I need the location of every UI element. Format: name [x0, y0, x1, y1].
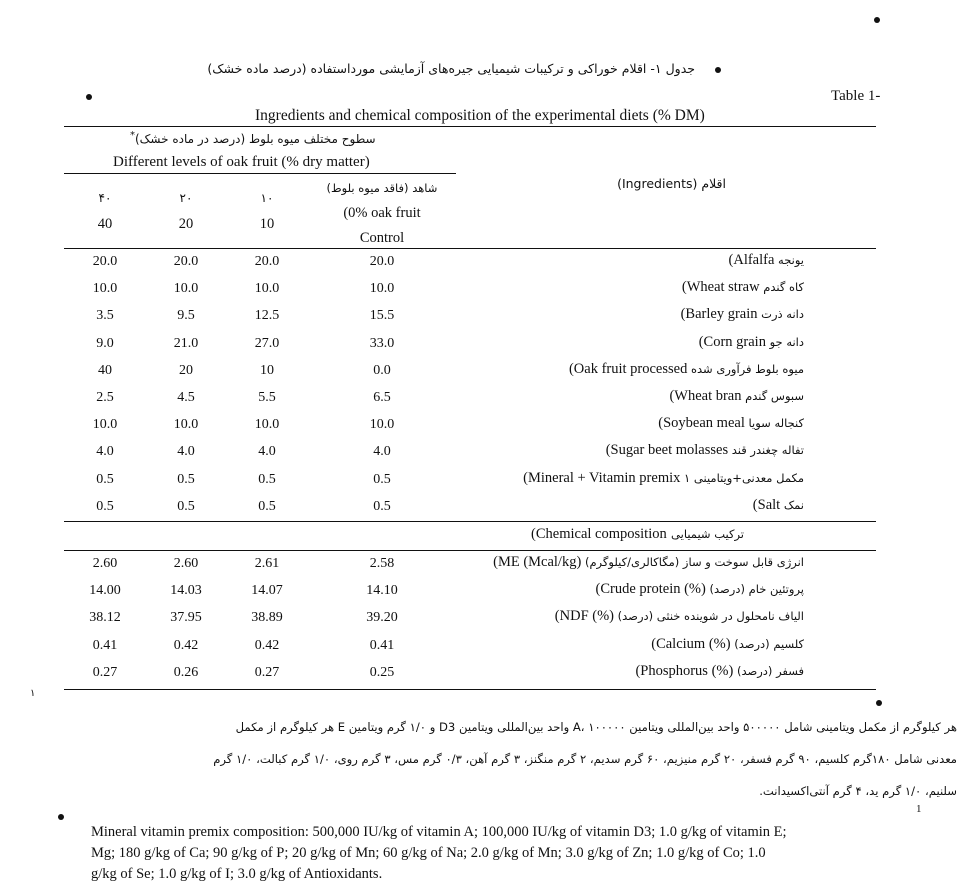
ingredient-row-value: 6.5: [373, 390, 391, 405]
chemical-row-value: 0.27: [254, 664, 280, 680]
chemical-row-label-persian: پروتئین خام (درصد): [705, 582, 804, 597]
control-header-persian: شاهد (فاقد میوه بلوط): [326, 181, 438, 195]
col40-header: 40: [97, 216, 113, 232]
ingredient-row-value: 4.0: [96, 444, 114, 460]
ingredient-row-label: [658, 415, 804, 432]
ingredient-row-value: 9.5: [177, 308, 195, 324]
ingredient-row-value: 0.5: [373, 471, 391, 487]
footnote-persian-line: هر کیلوگرم از مکمل ویتامینی شامل ۵۰۰۰۰۰ واحد بین‌المللی ویتامین A، ۱۰۰۰۰۰ واحد بین‌المللی ویتامین D3 و ۱/۰ گرم ویتامین E هر کیلوگرم از مکمل: [235, 720, 957, 734]
col20-header: 20: [178, 216, 194, 232]
chemical-row-value: 38.89: [251, 610, 283, 626]
english-caption: Ingredients and chemical composition of the experimental diets (% DM): [255, 107, 705, 124]
chemical-row-value: 2.60: [173, 556, 199, 571]
ingredient-row-value: 20.0: [254, 254, 280, 269]
col20-header-persian: ۲۰: [179, 191, 193, 205]
ingredient-row-value: 27.0: [254, 335, 280, 351]
chemical-row-value: 14.03: [170, 583, 202, 599]
control-header-label: Control: [359, 230, 405, 246]
ingredient-row-value: 9.0: [96, 335, 114, 351]
ingredient-row-label-persian: دانه ذرت: [757, 307, 804, 322]
chemical-row-value: 0.25: [369, 664, 395, 680]
chem-header-rule: [64, 550, 876, 551]
ingredient-row-value: 4.0: [373, 444, 391, 460]
chemical-row-value: 0.41: [92, 637, 118, 653]
ingredient-row-value: 10.0: [92, 417, 118, 433]
ingredient-row-value: 20.0: [92, 254, 118, 269]
ingredient-row-value: 20.0: [173, 254, 199, 269]
ingredient-row-value: 4.0: [258, 444, 276, 460]
chemical-row-value: 38.12: [89, 610, 121, 626]
ingredient-row-value: 0.5: [96, 471, 114, 487]
col10-header: 10: [259, 216, 275, 232]
footnote-persian-line: سلنیم، ۱/۰ گرم ید، ۴ گرم آنتی‌اکسیدانت.: [759, 784, 957, 798]
chemical-row-label-persian: انرژی قابل سوخت و ساز (مگاکالری/کیلوگرم): [581, 555, 804, 569]
ingredient-row-value: 0.5: [177, 498, 195, 514]
ingredient-row-value: 20.0: [369, 254, 395, 269]
footnote-english-line: Mg; 180 g/kg of Ca; 90 g/kg of P; 20 g/kg of Mn; 60 g/kg of Na; 2.0 g/kg of Mn; 3.0 g/kg of Zn; 1.0 g/kg of Co; 1.0: [91, 845, 766, 861]
ingredient-row-label: [682, 279, 804, 296]
chemical-row-label: [493, 554, 804, 571]
footnote-english-line: g/kg of Se; 1.0 g/kg of I; 3.0 g/kg of Antioxidants.: [91, 866, 383, 882]
ingredient-row-label: [606, 442, 804, 459]
header-bottom-rule: [64, 248, 876, 249]
ingredient-row-value: 20: [179, 362, 193, 378]
footnote-english-line: Mineral vitamin premix composition: 500,000 IU/kg of vitamin A; 100,000 IU/kg of vitamin D3; 1.0 g/kg of vitamin E;: [91, 824, 787, 840]
table-label: Table 1-: [831, 88, 881, 104]
footnote-persian-line: معدنی شامل ۱۸۰گرم کلسیم، ۹۰ گرم فسفر، ۲۰ گرم منیزیم، ۶۰ گرم سدیم، ۲ گرم منگنز، ۳ گرم آهن، ۰/۳ گرم مس، ۳ گرم روی، ۱/۰ گرم کبالت، ۱/۰ گرم: [213, 752, 957, 766]
ingredient-row-label: [669, 388, 804, 405]
ingredient-row-label-english: (Alfalfa: [728, 252, 775, 268]
chemical-row-value: 14.10: [366, 583, 398, 599]
control-header-english: (0% oak fruit: [343, 205, 421, 221]
footnote-marker-english: 1: [916, 803, 922, 815]
chemical-row-label-english: (Phosphorus (%): [635, 662, 734, 679]
ingredient-row-label-persian: میوه بلوط فرآوری شده: [687, 361, 804, 376]
chemical-row-value: 0.26: [173, 664, 199, 680]
ingredient-row-value: 0.5: [258, 471, 276, 487]
table-bottom-rule: [64, 689, 876, 690]
chemical-row-value: 39.20: [366, 610, 398, 626]
chemical-row-label-persian: کلسیم (درصد): [730, 636, 804, 651]
ingredient-row-label-persian: کاه گندم: [759, 280, 804, 295]
ingredient-row-value: 4.0: [177, 444, 195, 460]
chemical-row-value: 2.60: [92, 556, 118, 571]
chem-composition-header: ترکیب شیمیایی (Chemical composition: [531, 526, 744, 542]
levels-underline: [64, 173, 456, 174]
ingredient-row-label-persian: نمک: [780, 497, 804, 512]
ingredient-row-value: 10: [260, 362, 274, 378]
col10-header-persian: ۱۰: [260, 191, 274, 205]
ingredient-row-value: 0.5: [177, 471, 195, 487]
chemical-row-label: [555, 608, 804, 625]
ingredient-row-label-english: (Mineral + Vitamin premix: [523, 469, 681, 486]
ingredient-row-label-persian: یونجه: [774, 253, 804, 267]
ingredient-row-value: 12.5: [254, 308, 280, 324]
ingredient-row-value: 10.0: [254, 281, 280, 297]
ingredient-row-label-persian: کنجاله سویا: [744, 416, 804, 431]
col40-header-persian: ۴۰: [98, 191, 112, 205]
levels-header-persian: سطوح مختلف میوه بلوط (درصد در ماده خشک)*: [130, 130, 376, 146]
ingredient-row-value: 40: [98, 362, 112, 378]
ingredient-row-label: [753, 497, 804, 514]
chemical-row-label: [635, 663, 804, 680]
chemical-row-label-english: (Calcium (%): [651, 635, 731, 652]
ingredient-row-value: 10.0: [173, 281, 199, 297]
ingredient-row-label: [699, 334, 804, 351]
ingredient-row-value: 0.5: [258, 498, 276, 514]
ingredient-row-label-english: (Corn grain: [698, 333, 766, 350]
ingredient-row-label: [569, 361, 804, 378]
ingredient-row-value: 0.0: [373, 362, 391, 378]
chemical-row-value: 2.58: [369, 556, 395, 571]
ingredient-row-label: [681, 306, 804, 323]
ingredients-bottom-rule: [64, 521, 876, 522]
ingredient-row-value: 10.0: [173, 417, 199, 433]
ingredient-row-label-english: (Barley grain: [680, 306, 758, 323]
ingredient-row-value: 10.0: [92, 281, 118, 297]
chemical-row-value: 14.07: [251, 583, 283, 599]
bullet-dot: [874, 17, 880, 23]
chemical-row-label-english: (ME (Mcal/kg): [493, 554, 582, 570]
ingredient-row-value: 21.0: [173, 335, 199, 351]
ingredient-row-value: 10.0: [369, 417, 395, 433]
chemical-row-value: 0.27: [92, 664, 118, 680]
ingredient-row-label-persian: تفاله چغندر قند: [728, 443, 804, 458]
ingredient-row-value: 0.5: [373, 498, 391, 514]
bullet-dot: [86, 94, 92, 100]
ingredient-row-label-english: (Wheat straw: [681, 279, 760, 296]
chemical-row-value: 0.42: [173, 637, 199, 653]
ingredient-row-label-persian: سبوس گندم: [741, 389, 804, 403]
ingredient-row-label-english: (Soybean meal: [658, 415, 745, 432]
ingredients-header: اقلام (Ingredients): [617, 176, 726, 191]
ingredient-row-value: 3.5: [96, 308, 114, 324]
bullet-dot: [715, 67, 721, 73]
chemical-row-value: 37.95: [170, 610, 202, 626]
levels-header-english: Different levels of oak fruit (% dry matter): [113, 154, 370, 170]
ingredient-row-value: 2.5: [96, 390, 114, 405]
chemical-row-value: 0.41: [369, 637, 395, 653]
ingredient-row-label-persian: دانه جو: [765, 334, 804, 349]
ingredient-row-label-english: (Oak fruit processed: [568, 360, 688, 377]
ingredient-row-value: 15.5: [369, 308, 395, 324]
ingredient-row-value: 4.5: [177, 390, 195, 405]
ingredient-row-label: [729, 252, 804, 269]
ingredient-row-value: 33.0: [369, 335, 395, 351]
chemical-row-label: [596, 581, 804, 598]
chemical-row-label-english: (NDF (%): [554, 608, 614, 625]
chemical-row-label-persian: الیاف نامحلول در شوینده خنثی (درصد): [614, 609, 804, 624]
ingredient-row-value: 0.5: [96, 498, 114, 514]
footnote-marker-persian: ۱: [30, 688, 36, 699]
table-top-rule: [64, 126, 876, 127]
chemical-row-label-english: (Crude protein (%): [595, 581, 706, 598]
ingredient-row-value: 10.0: [254, 417, 280, 433]
ingredient-row-label-persian: مکمل معدنی+ویتامینی ۱: [680, 470, 804, 485]
persian-caption: جدول ۱- اقلام خوراکی و ترکیبات شیمیایی جیره‌های آزمایشی مورداستفاده (درصد ماده خشک): [207, 61, 695, 76]
bullet-dot: [58, 814, 64, 820]
ingredient-row-label-english: (Sugar beet molasses: [605, 442, 729, 459]
chemical-row-value: 0.42: [254, 637, 280, 653]
chemical-row-label: [651, 636, 804, 653]
ingredient-row-label: [523, 470, 804, 487]
ingredient-row-value: 5.5: [258, 390, 276, 405]
chemical-row-value: 14.00: [89, 583, 121, 599]
ingredient-row-value: 10.0: [369, 281, 395, 297]
chemical-row-label-persian: فسفر (درصد): [733, 663, 804, 678]
ingredient-row-label-english: (Wheat bran: [669, 388, 742, 404]
bullet-dot: [876, 700, 882, 706]
chemical-row-value: 2.61: [254, 556, 280, 571]
ingredient-row-label-english: (Salt: [752, 496, 781, 513]
